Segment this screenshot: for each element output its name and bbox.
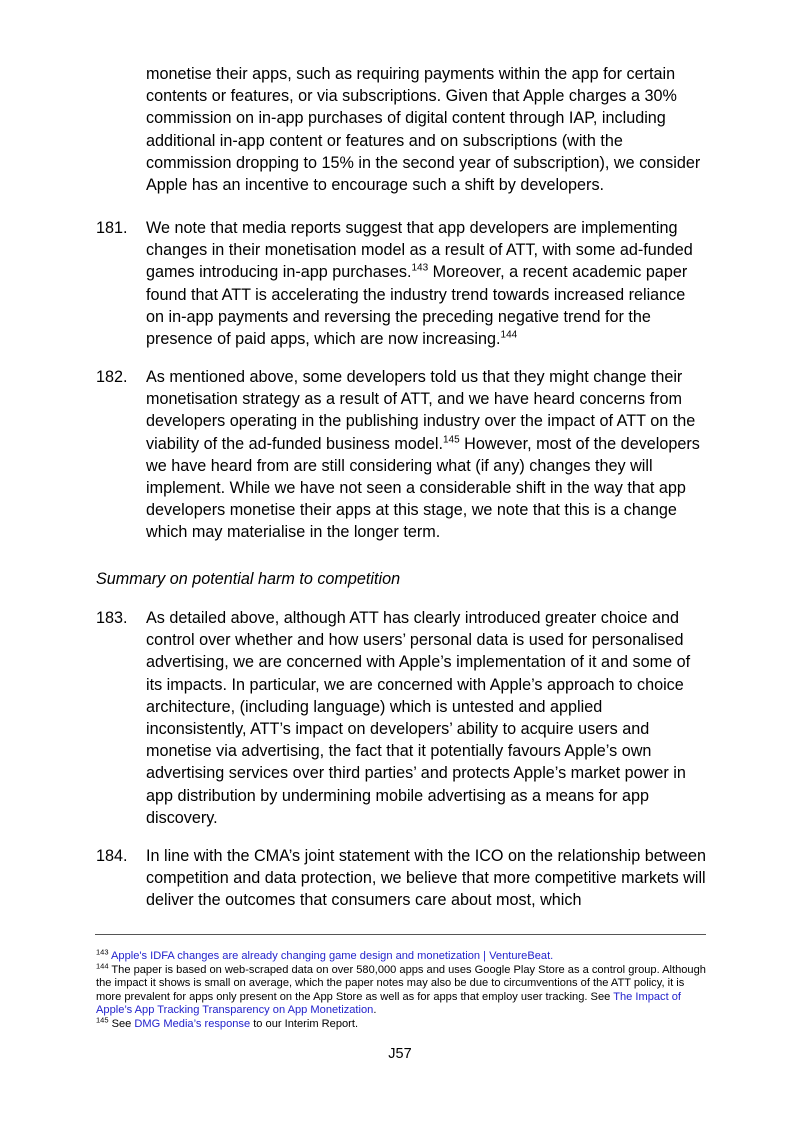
paragraph-183 (96, 607, 706, 829)
footnote-separator (95, 934, 706, 935)
footnote-number: 143 (96, 947, 109, 957)
footnote-144 (96, 960, 708, 1018)
paragraph-content: In line with the CMA’s joint statement with the ICO on the relationship between competition and data protection, we believe that more competitive markets will deliver the outcomes that consumers care about most, which (146, 847, 706, 910)
footnote-143 (96, 947, 708, 964)
footnote-145 (96, 1015, 708, 1032)
paragraph-content (146, 217, 706, 350)
paragraph-number: 181. (96, 219, 128, 237)
footnote-number: 145 (96, 1015, 109, 1025)
paragraph-text: We note that media reports suggest that app developers are implementing changes in their monetisation model as a result of ATT, with some ad-funded games introducing in-app purchases. (146, 219, 693, 282)
footnote-link[interactable]: Apple's IDFA changes are already changing game design and monetization | VentureBeat. (111, 950, 554, 962)
paragraph-181 (96, 217, 706, 350)
footnote-text: The paper is based on web-scraped data on over 580,000 apps and uses Google Play Store as a control group. Although the impact it shows is small on average, which the paper notes may also be due to circumventions of the ATT policy, it is more prevalent for apps only present on the App Store as well as for apps that employ user tracking. See (96, 963, 706, 1003)
footnotes (96, 947, 708, 1032)
paragraph-180-continuation (146, 63, 708, 196)
paragraph-text: As mentioned above, some developers told us that they might change their monetisation strategy as a result of ATT, and we have heard concerns from developers operating in the publishing industry over the impact of ATT on the viability of the ad-funded business model. (146, 368, 696, 453)
paragraph-number: 182. (96, 368, 128, 386)
paragraph-184 (96, 845, 706, 912)
paragraph-text: Moreover, a recent academic paper found that ATT is accelerating the industry trend towards increased reliance on in-app payments and reversing the preceding negative trend for the presence of paid apps, which are now increasing. (146, 263, 688, 349)
footnote-text: See (108, 1017, 135, 1030)
footnote-ref[interactable]: 145 (442, 434, 460, 446)
paragraph-text: However, most of the developers we have heard from are still considering what (if any) changes they will implement. While we have not seen a considerable shift in the way that app developers monetise their apps at this stage, we note that this is a change which may materialise in the longer term. (146, 434, 700, 542)
footnote-text: . (373, 1004, 377, 1017)
footnote-number: 144 (96, 960, 109, 970)
footnote-link[interactable]: The Impact of Apple’s App Tracking Transparency on App Monetization (96, 990, 682, 1017)
paragraph-content (146, 366, 706, 544)
paragraph-182 (96, 366, 706, 544)
section-heading: Summary on potential harm to competition (96, 570, 401, 588)
footnote-ref[interactable]: 143 (411, 263, 429, 275)
footnote-ref[interactable]: 144 (500, 329, 518, 341)
page-number: J57 (388, 1046, 412, 1062)
footnote-link[interactable]: DMG Media’s response (134, 1017, 251, 1030)
paragraph-number: 183. (96, 609, 128, 627)
paragraph-number: 184. (96, 847, 128, 865)
footnote-text: to our Interim Report. (250, 1017, 359, 1030)
paragraph-text: monetise their apps, such as requiring payments within the app for certain contents or features, or via subscriptions. Given that Apple charges a 30% commission on in-app purchases of digital content through IAP, including additional in-app content or features and on subscriptions (with the commission dropping to 15% in the second year of subscription), we consider Apple has an incentive to encourage such a shift by developers. (146, 65, 701, 195)
paragraph-content: As detailed above, although ATT has clearly introduced greater choice and control over whether and how users’ personal data is used for personalised advertising, we are concerned with Apple’s implementation of it and some of its impacts. In particular, we are concerned with Apple’s approach to choice architecture, (including language) which is untested and applied inconsistently, ATT’s impact on developers’ ability to acquire users and monetise via advertising, the fact that it potentially favours Apple’s own advertising services over third parties’ and protects Apple’s market power in app distribution by undermining mobile advertising as a means for app discovery. (146, 609, 691, 827)
